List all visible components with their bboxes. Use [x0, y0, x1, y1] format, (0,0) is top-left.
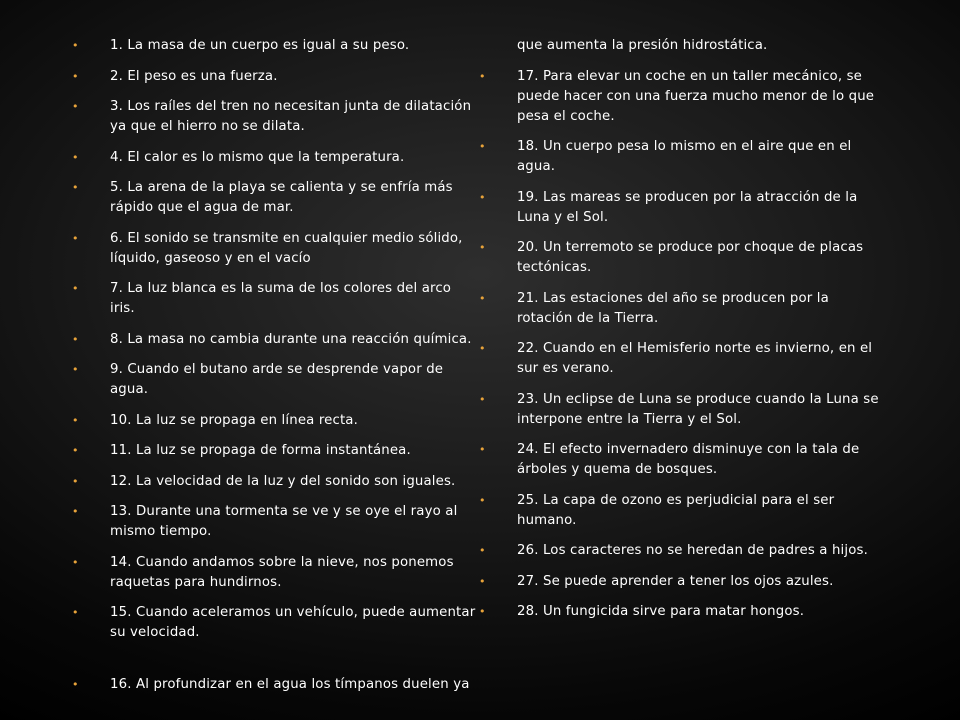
list-item-text: 24. El efecto invernadero disminuye con la tala de árboles y quema de bosques.: [517, 442, 860, 477]
list-item: [479, 137, 879, 177]
list-item: [479, 238, 879, 278]
list-item-text: 13. Durante una tormenta se ve y se oye el rayo al mismo tiempo.: [110, 504, 458, 539]
list-item-text: 2. El peso es una fuerza.: [110, 68, 278, 84]
list-item: [72, 279, 478, 319]
bullet-icon: •: [479, 544, 486, 557]
list-item-text: 14. Cuando andamos sobre la nieve, nos ponemos raquetas para hundirnos.: [110, 554, 454, 590]
list-item: [479, 491, 879, 531]
list-item: [72, 67, 478, 87]
list-item: [479, 390, 879, 430]
list-item: [479, 602, 879, 622]
list-item: [72, 36, 478, 56]
list-item-text: 16. Al profundizar en el agua los tímpanos duelen ya: [110, 677, 470, 692]
list-item: [479, 339, 879, 379]
bullet-icon: •: [72, 363, 79, 376]
list-item-text: 3. Los raíles del tren no necesitan junta de dilatación ya que el hierro no se dilata.: [110, 99, 472, 134]
list-item: [479, 541, 879, 561]
list-item-text: 22. Cuando en el Hemisferio norte es invierno, en el sur es verano.: [517, 341, 873, 376]
bullet-icon: •: [72, 444, 79, 457]
list-item: [72, 330, 478, 350]
bullet-icon: •: [72, 39, 79, 52]
bullet-icon: •: [72, 505, 79, 518]
bullet-icon: •: [72, 282, 79, 295]
bullet-icon: •: [72, 413, 79, 427]
list-item: [72, 360, 478, 400]
left-column-list: [72, 36, 478, 706]
list-item: [72, 178, 478, 218]
bullet-icon: •: [479, 443, 486, 456]
list-item: [479, 440, 879, 480]
list-item-text: 23. Un eclipse de Luna se produce cuando la Luna se interpone entre la Tierra y el Sol.: [517, 391, 879, 427]
list-item: [72, 229, 478, 269]
list-item: [479, 188, 879, 228]
bullet-icon: •: [479, 190, 486, 204]
right-column-list: [479, 36, 879, 633]
bullet-icon: •: [72, 332, 79, 346]
list-item: [72, 472, 478, 492]
list-item-text: 6. El sonido se transmite en cualquier medio sólido, líquido, gaseoso y en el vacío: [110, 230, 463, 266]
bullet-icon: •: [72, 181, 79, 194]
bullet-icon: •: [479, 69, 486, 83]
list-item: [72, 675, 478, 695]
bullet-icon: •: [479, 392, 486, 406]
list-item-text: 15. Cuando aceleramos un vehículo, puede aumentar su velocidad.: [110, 605, 476, 640]
list-item-text: 7. La luz blanca es la suma de los colores del arco iris.: [110, 281, 452, 316]
list-item-text: 5. La arena de la playa se calienta y se enfría más rápido que el agua de mar.: [110, 180, 453, 215]
bullet-icon: •: [72, 100, 79, 113]
list-item-text: 4. El calor es lo mismo que la temperatura.: [110, 149, 405, 165]
bullet-icon: •: [72, 69, 79, 83]
list-item: [72, 148, 478, 168]
list-item-text: 17. Para elevar un coche en un taller mecánico, se puede hacer con una fuerza mucho menor de lo que pesa el coche.: [517, 68, 875, 124]
bullet-icon: •: [479, 342, 486, 355]
list-item-text: que aumenta la presión hidrostática.: [517, 38, 768, 53]
bullet-icon: •: [479, 291, 486, 305]
list-item-text: 9. Cuando el butano arde se desprende vapor de agua.: [110, 362, 444, 397]
list-item-text: 27. Se puede aprender a tener los ojos azules.: [517, 573, 834, 589]
list-item: [479, 289, 879, 329]
bullet-icon: •: [72, 474, 79, 488]
list-item: [72, 603, 478, 643]
bullet-icon: •: [72, 150, 79, 164]
bullet-icon: •: [72, 606, 79, 619]
bullet-icon: •: [72, 678, 79, 691]
list-item-text: 10. La luz se propaga en línea recta.: [110, 412, 358, 428]
list-item: [72, 441, 478, 461]
list-item-text: 20. Un terremoto se produce por choque de placas tectónicas.: [517, 240, 864, 275]
list-item-text: 8. La masa no cambia durante una reacción química.: [110, 331, 472, 347]
list-item-text: 12. La velocidad de la luz y del sonido son iguales.: [110, 473, 456, 489]
bullet-icon: •: [479, 493, 486, 507]
bullet-icon: •: [479, 140, 486, 153]
list-item: [72, 97, 478, 137]
list-item: [72, 553, 478, 593]
list-item: [479, 572, 879, 592]
list-item-continuation: [479, 36, 879, 56]
list-item-text: 25. La capa de ozono es perjudicial para el ser humano.: [517, 492, 835, 528]
list-item-text: 26. Los caracteres no se heredan de padres a hijos.: [517, 543, 868, 558]
list-item-text: 21. Las estaciones del año se producen por la rotación de la Tierra.: [517, 290, 829, 326]
list-item-text: 19. Las mareas se producen por la atracción de la Luna y el Sol.: [517, 189, 858, 225]
list-item-text: 18. Un cuerpo pesa lo mismo en el aire que en el agua.: [517, 139, 852, 174]
list-item-text: 11. La luz se propaga de forma instantánea.: [110, 443, 411, 458]
bullet-icon: •: [479, 605, 486, 618]
bullet-icon: •: [72, 231, 79, 245]
bullet-icon: •: [72, 555, 79, 569]
list-item-text: 28. Un fungicida sirve para matar hongos.: [517, 604, 805, 619]
bullet-icon: •: [479, 241, 486, 254]
bullet-icon: •: [479, 574, 486, 588]
list-item: [72, 411, 478, 431]
list-item-text: 1. La masa de un cuerpo es igual a su peso.: [110, 38, 410, 53]
list-item: [479, 67, 879, 127]
list-item: [72, 502, 478, 542]
